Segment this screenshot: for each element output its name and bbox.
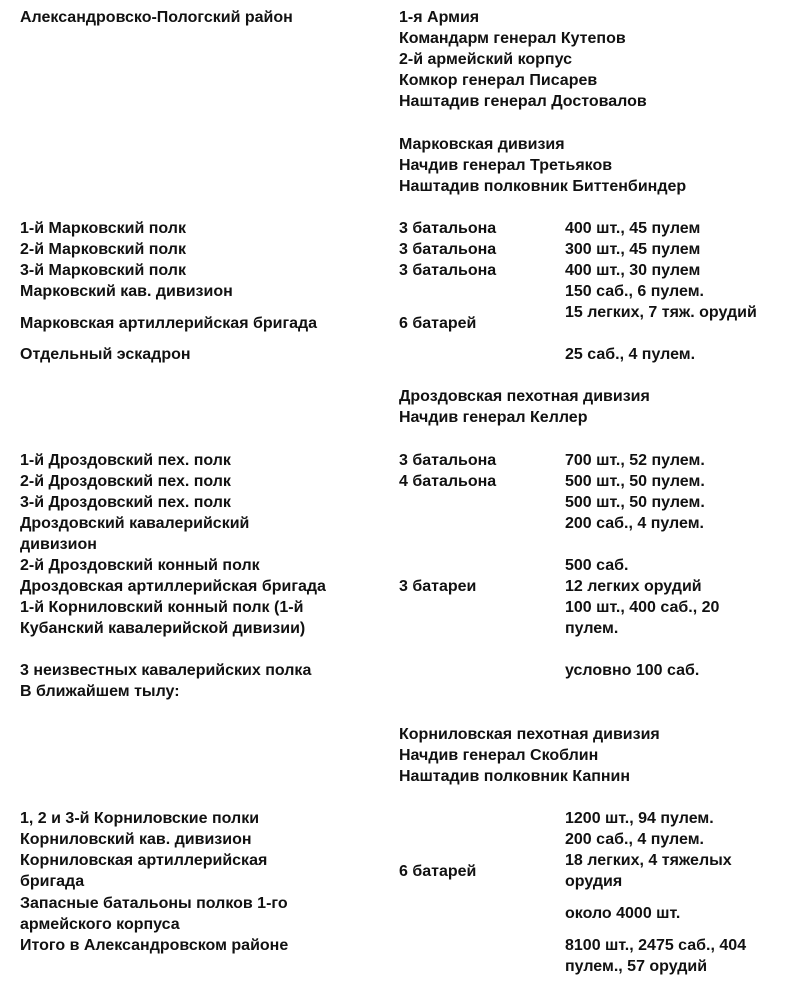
chief-of-staff: Наштадив генерал Достовалов	[399, 93, 647, 110]
unit-strength: 300 шт., 45 пулем	[565, 241, 701, 258]
drozd-division-title: Дроздовская пехотная дивизия	[399, 388, 650, 405]
corps-line: 2-й армейский корпус	[399, 51, 572, 68]
unit-strength: 400 шт., 30 пулем	[565, 262, 701, 279]
unit-name: Марковская артиллерийская бригада	[20, 315, 318, 332]
unit-battalions: 4 батальона	[399, 473, 497, 490]
unit-name: Марковский кав. дивизион	[20, 283, 233, 300]
unit-battalions: 3 батальона	[399, 220, 497, 237]
korn-division-chief: Наштадив полковник Капнин	[399, 768, 631, 785]
unit-battalions: 6 батарей	[399, 315, 477, 332]
unit-strength: 400 шт., 45 пулем	[565, 220, 701, 237]
unit-strength: 25 саб., 4 пулем.	[565, 346, 696, 363]
army-commander: Командарм генерал Кутепов	[399, 30, 626, 47]
unit-name: 3-й Марковский полк	[20, 262, 186, 279]
markov-division-title: Марковская дивизия	[399, 136, 565, 153]
korn-division-title: Корниловская пехотная дивизия	[399, 726, 660, 743]
unit-battalions: 6 батарей	[399, 863, 477, 880]
unit-name: Дроздовская артиллерийская бригада	[20, 578, 326, 595]
unit-name: Отдельный эскадрон	[20, 346, 191, 363]
unit-name: 1, 2 и 3-й Корниловские полки	[20, 810, 260, 827]
unit-name: Дроздовский кавалерийский дивизион	[20, 515, 250, 553]
drozd-division-commander: Начдив генерал Келлер	[399, 409, 588, 426]
unit-strength: 500 саб.	[565, 557, 629, 574]
unit-name: Корниловская артиллерийская бригада	[20, 852, 268, 890]
unit-strength: 18 легких, 4 тяжелых орудия	[565, 852, 732, 890]
unit-strength: 700 шт., 52 пулем.	[565, 452, 705, 469]
unit-name: 1-й Марковский полк	[20, 220, 186, 237]
unit-strength: 1200 шт., 94 пулем.	[565, 810, 714, 827]
unit-name: 1-й Корниловский конный полк (1-й Кубанский кавалерийской дивизии)	[20, 599, 306, 637]
unit-strength: 500 шт., 50 пулем.	[565, 473, 705, 490]
korn-division-commander: Начдив генерал Скоблин	[399, 747, 599, 764]
unit-name: 2-й Марковский полк	[20, 241, 186, 258]
unit-strength: около 4000 шт.	[565, 905, 681, 922]
unit-strength: 500 шт., 50 пулем.	[565, 494, 705, 511]
rear-label: В ближайшем тылу:	[20, 683, 180, 700]
unit-name: Корниловский кав. дивизион	[20, 831, 252, 848]
unit-battalions: 3 батальона	[399, 262, 497, 279]
unit-strength: 15 легких, 7 тяж. орудий	[565, 304, 757, 321]
unit-name: 1-й Дроздовский пех. полк	[20, 452, 231, 469]
unit-strength: 150 саб., 6 пулем.	[565, 283, 704, 300]
markov-division-commander: Начдив генерал Третьяков	[399, 157, 613, 174]
district-title: Александровско-Пологский район	[20, 9, 293, 26]
army-line: 1-я Армия	[399, 9, 480, 26]
unit-name: 3 неизвестных кавалерийских полка	[20, 662, 312, 679]
unit-name: 2-й Дроздовский пех. полк	[20, 473, 231, 490]
unit-strength: 200 саб., 4 пулем.	[565, 515, 704, 532]
unit-name: 3-й Дроздовский пех. полк	[20, 494, 231, 511]
unit-strength: условно 100 саб.	[565, 662, 700, 679]
unit-name: 2-й Дроздовский конный полк	[20, 557, 260, 574]
unit-strength: 8100 шт., 2475 саб., 404 пулем., 57 орудий	[565, 937, 747, 975]
unit-strength: 100 шт., 400 саб., 20 пулем.	[565, 599, 720, 637]
unit-strength: 12 легких орудий	[565, 578, 702, 595]
unit-battalions: 3 батареи	[399, 578, 477, 595]
unit-name: Итого в Александровском районе	[20, 937, 289, 954]
corps-commander: Комкор генерал Писарев	[399, 72, 598, 89]
unit-strength: 200 саб., 4 пулем.	[565, 831, 704, 848]
unit-battalions: 3 батальона	[399, 241, 497, 258]
unit-name: Запасные батальоны полков 1-го армейского корпуса	[20, 895, 288, 933]
markov-division-chief: Наштадив полковник Биттенбиндер	[399, 178, 687, 195]
unit-battalions: 3 батальона	[399, 452, 497, 469]
